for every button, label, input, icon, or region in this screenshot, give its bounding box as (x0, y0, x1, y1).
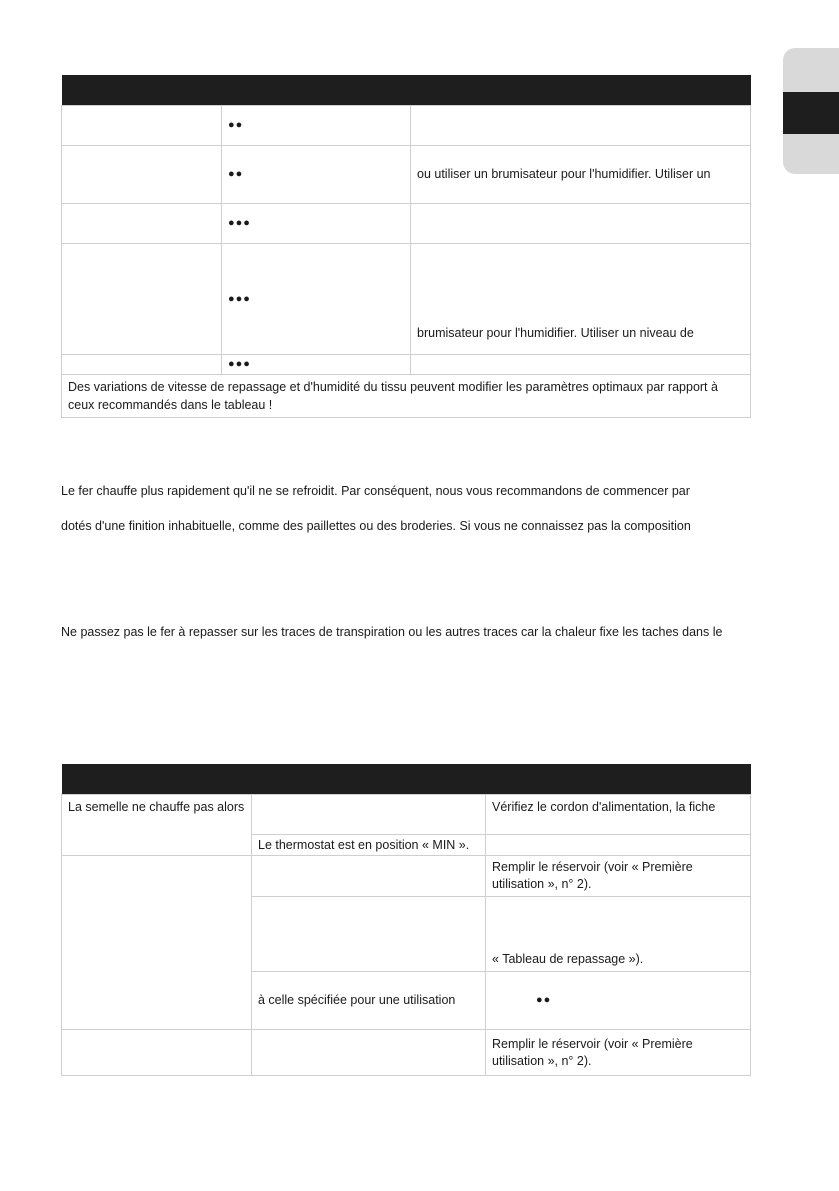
paragraph-line: Ne passez pas le fer à repasser sur les traces de transpiration ou les autres traces car la chaleur fixe les taches dans le (61, 625, 723, 639)
language-tab[interactable] (783, 134, 839, 174)
table-cell (411, 355, 751, 375)
steam-dots: ●● (222, 146, 411, 204)
steam-dots: ●● (486, 972, 751, 1030)
table-row (62, 106, 751, 146)
cause-cell: à celle spécifiée pour une utilisation (252, 972, 486, 1030)
solution-cell: Remplir le réservoir (voir « Première utilisation », n° 2). (486, 856, 751, 897)
table-row (62, 795, 751, 835)
solution-cell: « Tableau de repassage »). (486, 897, 751, 972)
table-header (62, 75, 751, 106)
language-tabs (783, 48, 839, 174)
table-cell (411, 204, 751, 244)
paragraph-line: Le fer chauffe plus rapidement qu'il ne se refroidit. Par conséquent, nous vous recommandons de commencer par (61, 484, 690, 498)
troubleshooting-table (61, 764, 751, 1076)
steam-dots: ●●● (222, 244, 411, 355)
table-row (62, 355, 751, 375)
table-cell: brumisateur pour l'humidifier. Utiliser un niveau de (411, 244, 751, 355)
solution-cell: Vérifiez le cordon d'alimentation, la fiche (486, 795, 751, 835)
table-row (62, 244, 751, 355)
paragraph-line: dotés d'une finition inhabituelle, comme des paillettes ou des broderies. Si vous ne connaissez pas la composition (61, 519, 691, 533)
ironing-table (61, 75, 751, 418)
table-row (62, 1030, 751, 1076)
table-note-row (62, 375, 751, 418)
table-cell (411, 106, 751, 146)
steam-dots: ●●● (222, 355, 411, 375)
table-row (62, 146, 751, 204)
steam-dots: ●● (222, 106, 411, 146)
steam-dots: ●●● (222, 204, 411, 244)
language-tab-active[interactable] (783, 92, 839, 134)
table-row (62, 204, 751, 244)
table-note: Des variations de vitesse de repassage et d'humidité du tissu peuvent modifier les paramètres optimaux par rapport à ceux recommandés dans le tableau ! (62, 375, 751, 418)
table-header (62, 764, 751, 795)
problem-cell: La semelle ne chauffe pas alors (62, 795, 252, 856)
cause-cell: Le thermostat est en position « MIN ». (252, 835, 486, 856)
solution-cell: Remplir le réservoir (voir « Première utilisation », n° 2). (486, 1030, 751, 1076)
language-tab[interactable] (783, 48, 839, 92)
table-cell: ou utiliser un brumisateur pour l'humidifier. Utiliser un (411, 146, 751, 204)
table-row (62, 856, 751, 897)
